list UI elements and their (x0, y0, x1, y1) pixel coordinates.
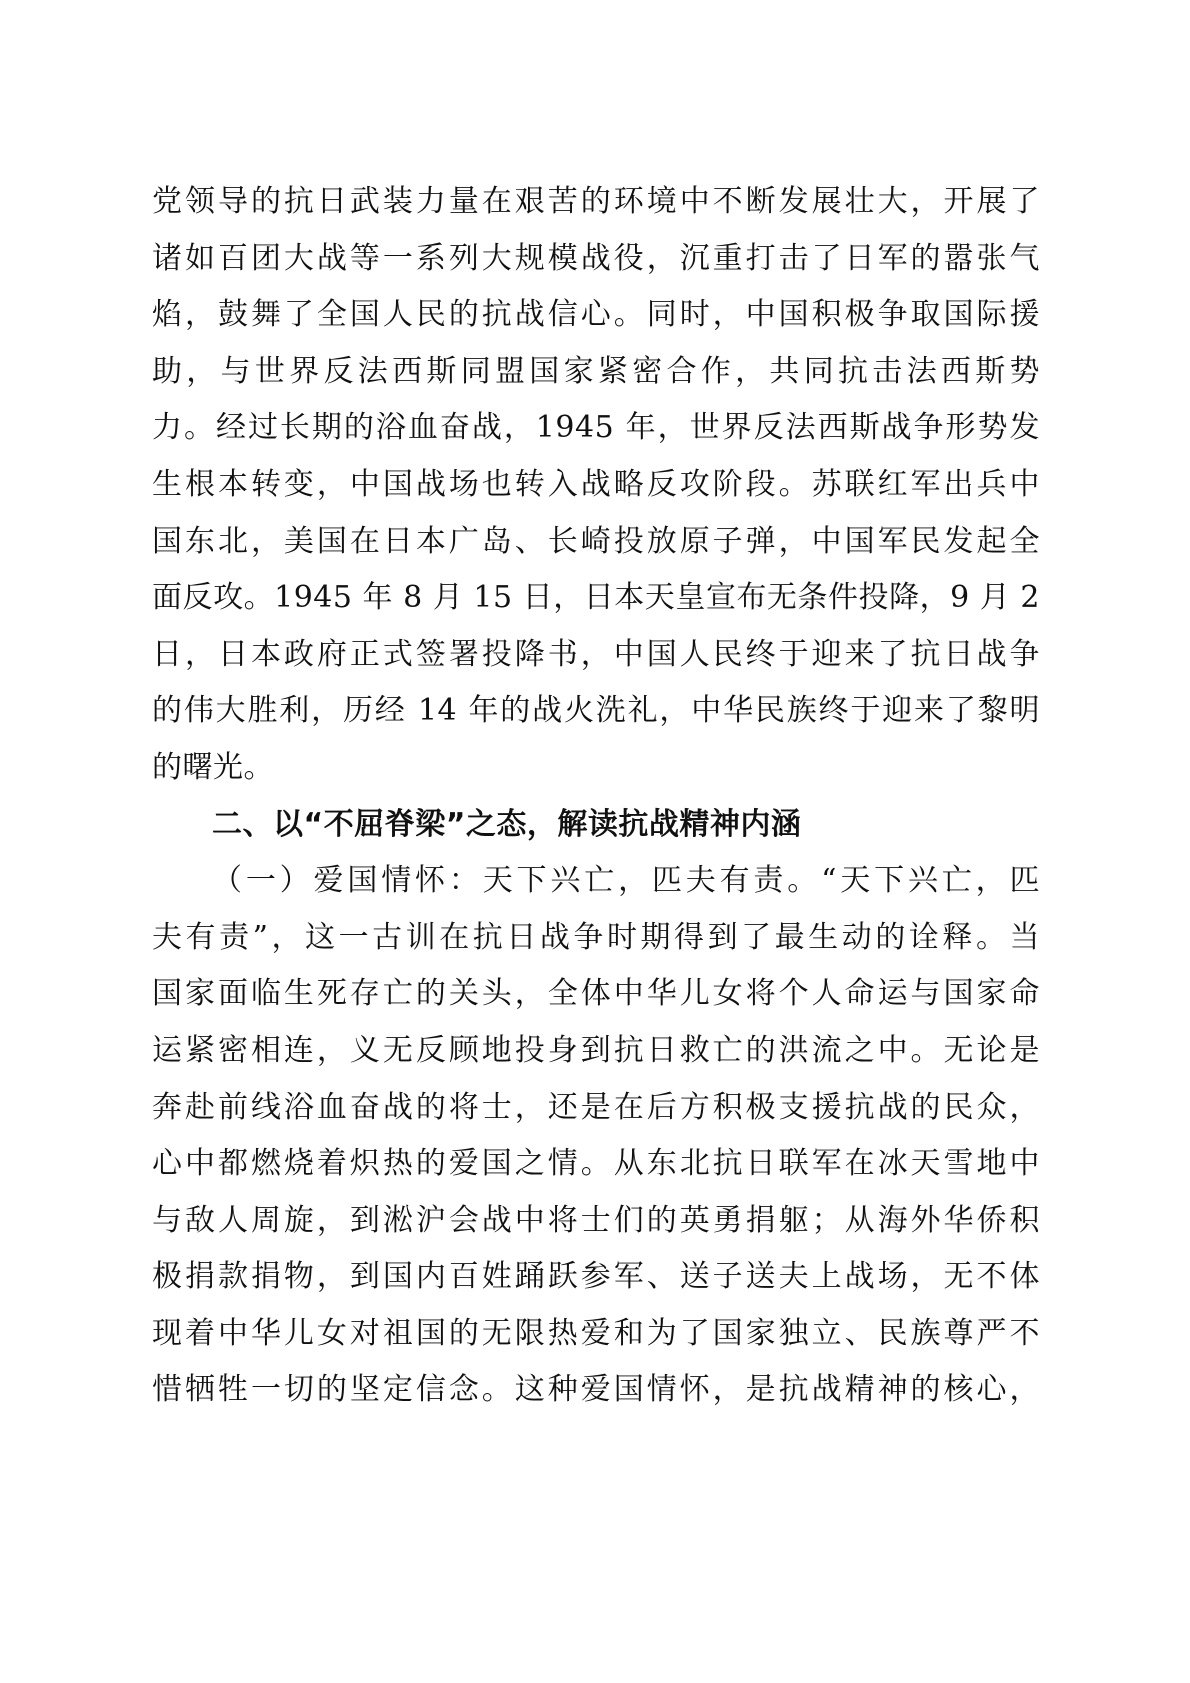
text-line: 的伟大胜利，历经 14 年的战火洗礼，中华民族终于迎来了黎明 (152, 693, 1040, 729)
text-line: 夫有责”，这一古训在抗日战争时期得到了最生动的诠释。当 (152, 919, 1040, 955)
text-line: 的曙光。 (152, 749, 274, 785)
section-heading: 二、以“不屈脊梁”之态，解读抗战精神内涵 (212, 806, 802, 842)
text-line: 奔赴前线浴血奋战的将士，还是在后方积极支援抗战的民众， (152, 1089, 1040, 1125)
text-line: 国家面临生死存亡的关头，全体中华儿女将个人命运与国家命 (152, 976, 1040, 1012)
text-line: 助，与世界反法西斯同盟国家紧密合作，共同抗击法西斯势 (152, 353, 1040, 389)
text-line: 国东北，美国在日本广岛、长崎投放原子弹，中国军民发起全 (152, 523, 1040, 559)
text-line: 与敌人周旋，到淞沪会战中将士们的英勇捐躯；从海外华侨积 (152, 1202, 1040, 1238)
paragraph-victory (152, 174, 1040, 797)
text-line: 力。经过长期的浴血奋战，1945 年，世界反法西斯战争形势发 (152, 410, 1040, 446)
text-line: 面反攻。1945 年 8 月 15 日，日本天皇宣布无条件投降，9 月 2 (152, 580, 1040, 616)
text-line: 惜牺牲一切的坚定信念。这种爱国情怀，是抗战精神的核心， (152, 1372, 1040, 1408)
text-line: 心中都燃烧着炽热的爱国之情。从东北抗日联军在冰天雪地中 (152, 1146, 1040, 1182)
text-line: 极捐款捐物，到国内百姓踊跃参军、送子送夫上战场，无不体 (152, 1259, 1040, 1295)
text-line: 运紧密相连，义无反顾地投身到抗日救亡的洪流之中。无论是 (152, 1032, 1040, 1068)
text-line: 诸如百团大战等一系列大规模战役，沉重打击了日军的嚣张气 (152, 240, 1040, 276)
text-line: 焰，鼓舞了全国人民的抗战信心。同时，中国积极争取国际援 (152, 297, 1040, 333)
text-line: 党领导的抗日武装力量在艰苦的环境中不断发展壮大，开展了 (152, 184, 1040, 219)
text-line: 日，日本政府正式签署投降书，中国人民终于迎来了抗日战争 (152, 636, 1040, 672)
paragraph-patriotism (152, 853, 1040, 1419)
text-line: 现着中华儿女对祖国的无限热爱和为了国家独立、民族尊严不 (152, 1315, 1040, 1351)
text-line: （一）爱国情怀：天下兴亡，匹夫有责。“天下兴亡，匹 (212, 863, 1040, 899)
text-line: 生根本转变，中国战场也转入战略反攻阶段。苏联红军出兵中 (152, 466, 1040, 502)
body-text (152, 174, 1040, 1419)
